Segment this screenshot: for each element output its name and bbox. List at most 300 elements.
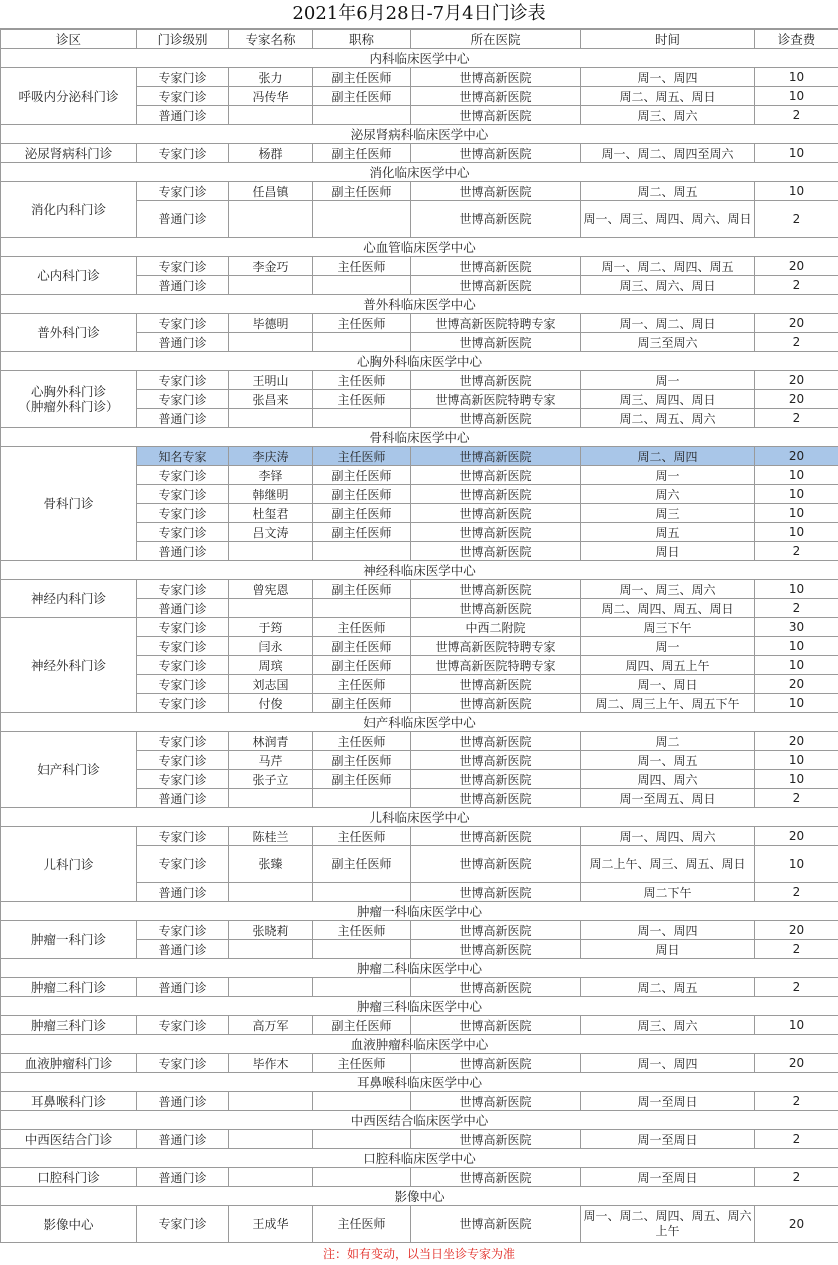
time-cell: 周一 — [581, 466, 755, 485]
hospital-cell: 世博高新医院 — [411, 201, 581, 238]
level-cell: 专家门诊 — [137, 87, 229, 106]
center-title: 普外科临床医学中心 — [1, 295, 838, 314]
fee-cell: 20 — [755, 732, 838, 751]
doctor-cell: 张子立 — [229, 770, 313, 789]
doctor-cell — [229, 883, 313, 902]
level-cell: 专家门诊 — [137, 732, 229, 751]
title-cell: 主任医师 — [313, 827, 411, 846]
time-cell: 周一至周五、周日 — [581, 789, 755, 808]
doctor-cell — [229, 978, 313, 997]
department-cell: 呼吸内分泌科门诊 — [1, 68, 137, 125]
hospital-cell: 世博高新医院 — [411, 257, 581, 276]
title-cell: 副主任医师 — [313, 694, 411, 713]
hospital-cell: 世博高新医院 — [411, 978, 581, 997]
fee-cell: 20 — [755, 314, 838, 333]
time-cell: 周三至周六 — [581, 333, 755, 352]
level-cell: 普通门诊 — [137, 201, 229, 238]
title-cell: 主任医师 — [313, 732, 411, 751]
table-row — [1, 1168, 838, 1187]
doctor-cell — [229, 201, 313, 238]
time-cell: 周二、周三上午、周五下午 — [581, 694, 755, 713]
fee-cell: 2 — [755, 1130, 838, 1149]
table-row — [1, 1016, 838, 1035]
center-row — [1, 959, 838, 978]
time-cell: 周二上午、周三、周五、周日 — [581, 846, 755, 883]
fee-cell: 20 — [755, 371, 838, 390]
time-cell: 周一、周三、周四、周六、周日 — [581, 201, 755, 238]
center-title: 心胸外科临床医学中心 — [1, 352, 838, 371]
hospital-cell: 世博高新医院 — [411, 409, 581, 428]
hospital-cell: 世博高新医院 — [411, 1016, 581, 1035]
time-cell: 周四、周五上午 — [581, 656, 755, 675]
title-cell — [313, 940, 411, 959]
fee-cell: 20 — [755, 827, 838, 846]
time-cell: 周一至周日 — [581, 1092, 755, 1111]
fee-cell: 10 — [755, 694, 838, 713]
time-cell: 周二 — [581, 732, 755, 751]
column-header: 所在医院 — [411, 30, 581, 49]
doctor-cell: 张晓莉 — [229, 921, 313, 940]
level-cell: 普通门诊 — [137, 883, 229, 902]
title-cell: 副主任医师 — [313, 656, 411, 675]
doctor-cell: 王成华 — [229, 1206, 313, 1243]
title-cell — [313, 599, 411, 618]
fee-cell: 20 — [755, 675, 838, 694]
level-cell: 普通门诊 — [137, 978, 229, 997]
time-cell: 周一、周四 — [581, 921, 755, 940]
fee-cell: 10 — [755, 68, 838, 87]
doctor-cell — [229, 599, 313, 618]
level-cell: 知名专家 — [137, 447, 229, 466]
level-cell: 专家门诊 — [137, 390, 229, 409]
level-cell: 专家门诊 — [137, 770, 229, 789]
fee-cell: 10 — [755, 523, 838, 542]
hospital-cell: 世博高新医院 — [411, 770, 581, 789]
table-row — [1, 827, 838, 846]
time-cell: 周三、周六 — [581, 1016, 755, 1035]
title-cell: 主任医师 — [313, 371, 411, 390]
time-cell: 周一 — [581, 371, 755, 390]
center-row — [1, 997, 838, 1016]
fee-cell: 2 — [755, 599, 838, 618]
doctor-cell: 林润青 — [229, 732, 313, 751]
department-cell: 肿瘤三科门诊 — [1, 1016, 137, 1035]
fee-cell: 2 — [755, 1092, 838, 1111]
doctor-cell — [229, 276, 313, 295]
doctor-cell: 马芹 — [229, 751, 313, 770]
hospital-cell: 世博高新医院 — [411, 371, 581, 390]
table-row — [1, 182, 838, 201]
fee-cell: 2 — [755, 978, 838, 997]
level-cell: 专家门诊 — [137, 921, 229, 940]
level-cell: 专家门诊 — [137, 827, 229, 846]
center-title: 内科临床医学中心 — [1, 49, 838, 68]
doctor-cell — [229, 1092, 313, 1111]
fee-cell: 20 — [755, 921, 838, 940]
hospital-cell: 世博高新医院 — [411, 694, 581, 713]
center-row — [1, 808, 838, 827]
time-cell: 周一、周四 — [581, 68, 755, 87]
center-title: 影像中心 — [1, 1187, 838, 1206]
doctor-cell: 李庆涛 — [229, 447, 313, 466]
title-cell: 主任医师 — [313, 390, 411, 409]
hospital-cell: 世博高新医院特聘专家 — [411, 656, 581, 675]
level-cell: 专家门诊 — [137, 314, 229, 333]
fee-cell: 10 — [755, 504, 838, 523]
table-row — [1, 371, 838, 390]
center-title: 肿瘤三科临床医学中心 — [1, 997, 838, 1016]
fee-cell: 2 — [755, 542, 838, 561]
hospital-cell: 世博高新医院 — [411, 846, 581, 883]
center-row — [1, 295, 838, 314]
doctor-cell: 于筠 — [229, 618, 313, 637]
title-cell: 副主任医师 — [313, 466, 411, 485]
level-cell: 专家门诊 — [137, 1054, 229, 1073]
center-title: 消化临床医学中心 — [1, 163, 838, 182]
hospital-cell: 世博高新医院 — [411, 599, 581, 618]
level-cell: 专家门诊 — [137, 694, 229, 713]
time-cell: 周五 — [581, 523, 755, 542]
hospital-cell: 世博高新医院 — [411, 1168, 581, 1187]
title-cell — [313, 333, 411, 352]
time-cell: 周日 — [581, 940, 755, 959]
fee-cell: 2 — [755, 789, 838, 808]
fee-cell: 10 — [755, 580, 838, 599]
page-title: 2021年6月28日-7月4日门诊表 — [0, 0, 838, 29]
hospital-cell: 世博高新医院特聘专家 — [411, 314, 581, 333]
doctor-cell: 毕德明 — [229, 314, 313, 333]
fee-cell: 2 — [755, 883, 838, 902]
level-cell: 专家门诊 — [137, 1016, 229, 1035]
doctor-cell — [229, 333, 313, 352]
hospital-cell: 世博高新医院 — [411, 789, 581, 808]
level-cell: 普通门诊 — [137, 940, 229, 959]
level-cell: 专家门诊 — [137, 504, 229, 523]
center-row — [1, 1149, 838, 1168]
title-cell — [313, 409, 411, 428]
table-row — [1, 1092, 838, 1111]
department-cell: 口腔科门诊 — [1, 1168, 137, 1187]
time-cell: 周一、周二、周日 — [581, 314, 755, 333]
hospital-cell: 世博高新医院特聘专家 — [411, 637, 581, 656]
time-cell: 周四、周六 — [581, 770, 755, 789]
title-cell: 副主任医师 — [313, 637, 411, 656]
time-cell: 周二、周五 — [581, 978, 755, 997]
title-cell: 副主任医师 — [313, 87, 411, 106]
title-cell: 副主任医师 — [313, 504, 411, 523]
time-cell: 周一、周二、周四、周五 — [581, 257, 755, 276]
center-title: 血液肿瘤科临床医学中心 — [1, 1035, 838, 1054]
fee-cell: 2 — [755, 276, 838, 295]
level-cell: 普通门诊 — [137, 542, 229, 561]
fee-cell: 10 — [755, 485, 838, 504]
level-cell: 普通门诊 — [137, 333, 229, 352]
doctor-cell: 张昌来 — [229, 390, 313, 409]
center-row — [1, 163, 838, 182]
level-cell: 普通门诊 — [137, 1130, 229, 1149]
doctor-cell — [229, 789, 313, 808]
hospital-cell: 世博高新医院 — [411, 732, 581, 751]
doctor-cell: 李铎 — [229, 466, 313, 485]
level-cell: 普通门诊 — [137, 1168, 229, 1187]
level-cell: 专家门诊 — [137, 182, 229, 201]
center-title: 心血管临床医学中心 — [1, 238, 838, 257]
doctor-cell: 张力 — [229, 68, 313, 87]
center-row — [1, 1111, 838, 1130]
fee-cell: 2 — [755, 1168, 838, 1187]
level-cell: 专家门诊 — [137, 637, 229, 656]
department-cell: 泌尿肾病科门诊 — [1, 144, 137, 163]
level-cell: 专家门诊 — [137, 846, 229, 883]
department-cell: 儿科门诊 — [1, 827, 137, 902]
header-row — [1, 30, 838, 49]
center-title: 骨科临床医学中心 — [1, 428, 838, 447]
hospital-cell: 世博高新医院 — [411, 940, 581, 959]
title-cell: 副主任医师 — [313, 144, 411, 163]
schedule-body — [1, 49, 838, 1243]
hospital-cell: 世博高新医院 — [411, 466, 581, 485]
time-cell: 周一、周五 — [581, 751, 755, 770]
center-row — [1, 713, 838, 732]
fee-cell: 10 — [755, 637, 838, 656]
title-cell — [313, 883, 411, 902]
hospital-cell: 世博高新医院 — [411, 921, 581, 940]
table-row — [1, 257, 838, 276]
title-cell: 主任医师 — [313, 1054, 411, 1073]
time-cell: 周三、周四、周日 — [581, 390, 755, 409]
title-cell: 主任医师 — [313, 447, 411, 466]
table-row — [1, 447, 838, 466]
time-cell: 周一、周四 — [581, 1054, 755, 1073]
level-cell: 专家门诊 — [137, 656, 229, 675]
center-title: 妇产科临床医学中心 — [1, 713, 838, 732]
time-cell: 周二、周四 — [581, 447, 755, 466]
hospital-cell: 世博高新医院 — [411, 106, 581, 125]
hospital-cell: 世博高新医院 — [411, 447, 581, 466]
table-row — [1, 314, 838, 333]
fee-cell: 10 — [755, 846, 838, 883]
time-cell: 周三下午 — [581, 618, 755, 637]
table-row — [1, 1206, 838, 1243]
time-cell: 周二、周五、周日 — [581, 87, 755, 106]
doctor-cell — [229, 1168, 313, 1187]
department-cell: 神经内科门诊 — [1, 580, 137, 618]
time-cell: 周一、周三、周六 — [581, 580, 755, 599]
center-row — [1, 561, 838, 580]
doctor-cell — [229, 1130, 313, 1149]
title-cell: 主任医师 — [313, 618, 411, 637]
hospital-cell: 世博高新医院 — [411, 580, 581, 599]
title-cell: 副主任医师 — [313, 1016, 411, 1035]
center-row — [1, 238, 838, 257]
hospital-cell: 世博高新医院 — [411, 883, 581, 902]
title-cell — [313, 276, 411, 295]
center-title: 泌尿肾病科临床医学中心 — [1, 125, 838, 144]
column-header: 诊查费 — [755, 30, 838, 49]
center-title: 口腔科临床医学中心 — [1, 1149, 838, 1168]
doctor-cell: 韩继明 — [229, 485, 313, 504]
center-title: 肿瘤二科临床医学中心 — [1, 959, 838, 978]
time-cell: 周一至周日 — [581, 1168, 755, 1187]
center-row — [1, 1035, 838, 1054]
fee-cell: 10 — [755, 656, 838, 675]
department-cell: 影像中心 — [1, 1206, 137, 1243]
doctor-cell: 任昌镇 — [229, 182, 313, 201]
fee-cell: 30 — [755, 618, 838, 637]
department-cell: 心内科门诊 — [1, 257, 137, 295]
doctor-cell — [229, 409, 313, 428]
time-cell: 周一、周二、周四至周六 — [581, 144, 755, 163]
department-cell: 心胸外科门诊 （肿瘤外科门诊） — [1, 371, 137, 428]
center-title: 中西医结合临床医学中心 — [1, 1111, 838, 1130]
center-row — [1, 49, 838, 68]
title-cell — [313, 201, 411, 238]
hospital-cell: 世博高新医院 — [411, 68, 581, 87]
time-cell: 周二、周五 — [581, 182, 755, 201]
hospital-cell: 世博高新医院 — [411, 542, 581, 561]
time-cell: 周一、周四、周六 — [581, 827, 755, 846]
center-title: 儿科临床医学中心 — [1, 808, 838, 827]
title-cell: 副主任医师 — [313, 68, 411, 87]
fee-cell: 20 — [755, 447, 838, 466]
title-cell: 副主任医师 — [313, 846, 411, 883]
department-cell: 骨科门诊 — [1, 447, 137, 561]
doctor-cell: 周瑸 — [229, 656, 313, 675]
fee-cell: 20 — [755, 257, 838, 276]
hospital-cell: 世博高新医院 — [411, 485, 581, 504]
level-cell: 专家门诊 — [137, 68, 229, 87]
table-row — [1, 144, 838, 163]
fee-cell: 20 — [755, 1206, 838, 1243]
center-row — [1, 352, 838, 371]
level-cell: 专家门诊 — [137, 485, 229, 504]
doctor-cell: 冯传华 — [229, 87, 313, 106]
level-cell: 专家门诊 — [137, 144, 229, 163]
fee-cell: 10 — [755, 144, 838, 163]
title-cell: 副主任医师 — [313, 523, 411, 542]
level-cell: 专家门诊 — [137, 675, 229, 694]
time-cell: 周二下午 — [581, 883, 755, 902]
title-cell: 主任医师 — [313, 257, 411, 276]
fee-cell: 2 — [755, 409, 838, 428]
title-cell: 主任医师 — [313, 675, 411, 694]
center-row — [1, 1073, 838, 1092]
level-cell: 专家门诊 — [137, 1206, 229, 1243]
hospital-cell: 世博高新医院 — [411, 675, 581, 694]
level-cell: 普通门诊 — [137, 106, 229, 125]
center-title: 耳鼻喉科临床医学中心 — [1, 1073, 838, 1092]
table-row — [1, 1130, 838, 1149]
fee-cell: 10 — [755, 1016, 838, 1035]
time-cell: 周一至周日 — [581, 1130, 755, 1149]
fee-cell: 10 — [755, 751, 838, 770]
column-header: 职称 — [313, 30, 411, 49]
level-cell: 普通门诊 — [137, 409, 229, 428]
time-cell: 周一 — [581, 637, 755, 656]
level-cell: 普通门诊 — [137, 276, 229, 295]
title-cell — [313, 106, 411, 125]
level-cell: 专家门诊 — [137, 580, 229, 599]
time-cell: 周二、周四、周五、周日 — [581, 599, 755, 618]
title-cell: 副主任医师 — [313, 770, 411, 789]
time-cell: 周三 — [581, 504, 755, 523]
time-cell: 周一、周二、周四、周五、周六上午 — [581, 1206, 755, 1243]
table-row — [1, 732, 838, 751]
fee-cell: 10 — [755, 770, 838, 789]
time-cell: 周三、周六 — [581, 106, 755, 125]
title-cell: 副主任医师 — [313, 751, 411, 770]
fee-cell: 2 — [755, 333, 838, 352]
hospital-cell: 世博高新医院 — [411, 827, 581, 846]
level-cell: 普通门诊 — [137, 789, 229, 808]
title-cell — [313, 1092, 411, 1111]
level-cell: 普通门诊 — [137, 1092, 229, 1111]
column-header: 门诊级别 — [137, 30, 229, 49]
time-cell: 周二、周五、周六 — [581, 409, 755, 428]
fee-cell: 10 — [755, 466, 838, 485]
title-cell: 副主任医师 — [313, 182, 411, 201]
fee-cell: 20 — [755, 390, 838, 409]
title-cell — [313, 1168, 411, 1187]
hospital-cell: 世博高新医院 — [411, 1130, 581, 1149]
hospital-cell: 世博高新医院 — [411, 1054, 581, 1073]
fee-cell: 20 — [755, 1054, 838, 1073]
department-cell: 神经外科门诊 — [1, 618, 137, 713]
doctor-cell: 杜玺君 — [229, 504, 313, 523]
doctor-cell: 杨群 — [229, 144, 313, 163]
doctor-cell — [229, 940, 313, 959]
hospital-cell: 世博高新医院 — [411, 504, 581, 523]
level-cell: 专家门诊 — [137, 466, 229, 485]
hospital-cell: 世博高新医院 — [411, 276, 581, 295]
department-cell: 肿瘤二科门诊 — [1, 978, 137, 997]
level-cell: 专家门诊 — [137, 257, 229, 276]
doctor-cell — [229, 106, 313, 125]
hospital-cell: 世博高新医院 — [411, 523, 581, 542]
hospital-cell: 世博高新医院特聘专家 — [411, 390, 581, 409]
center-title: 神经科临床医学中心 — [1, 561, 838, 580]
title-cell: 主任医师 — [313, 1206, 411, 1243]
table-row — [1, 580, 838, 599]
table-row — [1, 618, 838, 637]
center-row — [1, 125, 838, 144]
table-row — [1, 68, 838, 87]
hospital-cell: 世博高新医院 — [411, 87, 581, 106]
doctor-cell: 吕文涛 — [229, 523, 313, 542]
table-row — [1, 921, 838, 940]
doctor-cell: 李金巧 — [229, 257, 313, 276]
table-row — [1, 978, 838, 997]
center-title: 肿瘤一科临床医学中心 — [1, 902, 838, 921]
title-cell: 副主任医师 — [313, 485, 411, 504]
fee-cell: 2 — [755, 940, 838, 959]
title-cell: 主任医师 — [313, 314, 411, 333]
center-row — [1, 1187, 838, 1206]
time-cell: 周一、周日 — [581, 675, 755, 694]
title-cell — [313, 542, 411, 561]
doctor-cell: 闫永 — [229, 637, 313, 656]
department-cell: 血液肿瘤科门诊 — [1, 1054, 137, 1073]
hospital-cell: 世博高新医院 — [411, 751, 581, 770]
table-row — [1, 1054, 838, 1073]
doctor-cell: 张臻 — [229, 846, 313, 883]
department-cell: 妇产科门诊 — [1, 732, 137, 808]
hospital-cell: 世博高新医院 — [411, 182, 581, 201]
hospital-cell: 世博高新医院 — [411, 1092, 581, 1111]
department-cell: 耳鼻喉科门诊 — [1, 1092, 137, 1111]
department-cell: 肿瘤一科门诊 — [1, 921, 137, 959]
doctor-cell: 付俊 — [229, 694, 313, 713]
